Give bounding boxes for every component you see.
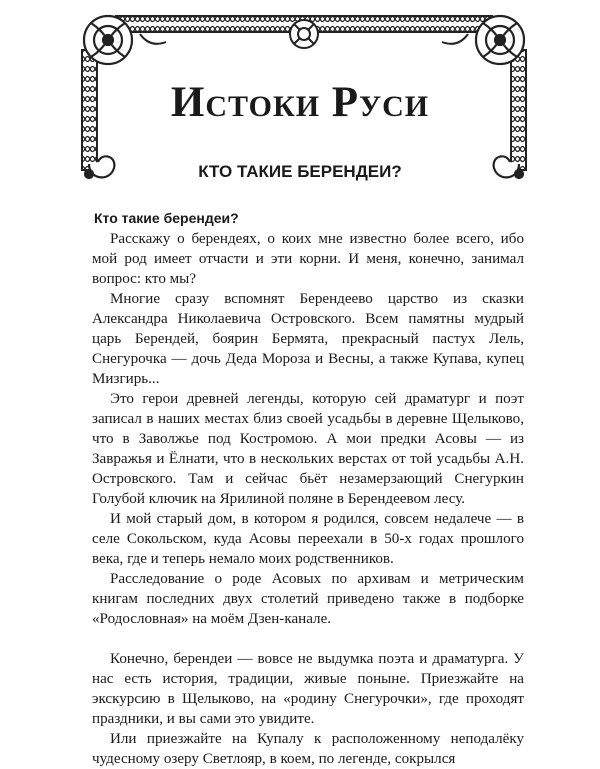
section-heading: Кто такие берендеи? — [94, 210, 239, 226]
body-text — [92, 208, 524, 769]
chapter-subtitle: КТО ТАКИЕ БЕРЕНДЕИ? — [198, 162, 402, 181]
paragraph: Или приезжайте на Купалу к расположенному неподалёку чудесному озеру Светлояр, в коем, по легенде, сокрылся — [92, 731, 524, 767]
paragraph: И мой старый дом, в котором я родился, совсем недалече — в селе Сокольском, куда Асовы переехали в 50-х годах прошлого века, где и теперь немало моих родственников. — [92, 511, 524, 567]
paragraph: Многие сразу вспомнят Берендеево царство из сказки Александра Николаевича Островского. Всем памятны мудрый царь Берендей, боярин Бермята, прекрасный пастух Лель, Снегурочка — дочь Деда Мороза и Весны, а также Купава, купец Мизгирь... — [92, 291, 524, 387]
paragraph: Конечно, берендеи — вовсе не выдумка поэта и драматурга. У нас есть история, традиции, живые поныне. Приезжайте на экскурсию в Щелыково, на «родину Снегурочки», где проходят праздники, и вы сами это увидите. — [92, 651, 524, 727]
paragraph: Это герои древней легенды, которую сей драматург и поэт записал в наших местах близ своей усадьбы в деревне Щелыково, что в Заволжье под Костромою. А мои предки Асовы — из Завражья и Ёлнати, что в нескольких верстах от той усадьбы А.Н. Островского. Там и сейчас бьёт незамерзающий Снегуркин Голубой ключик на Ярилиной поляне в Берендеевом лесу. — [92, 391, 524, 507]
page-title: Истоки Руси — [170, 79, 430, 126]
paragraph: Расскажу о берендеях, о коих мне известно более всего, ибо мой род имеет отчасти и эти корни. И меня, конечно, занимал вопрос: кто мы? — [92, 231, 524, 287]
paragraph: Расследование о роде Асовых по архивам и метрическим книгам последних двух столетий приведено также в подборке «Родословная» на моём Дзен-канале. — [92, 571, 524, 627]
